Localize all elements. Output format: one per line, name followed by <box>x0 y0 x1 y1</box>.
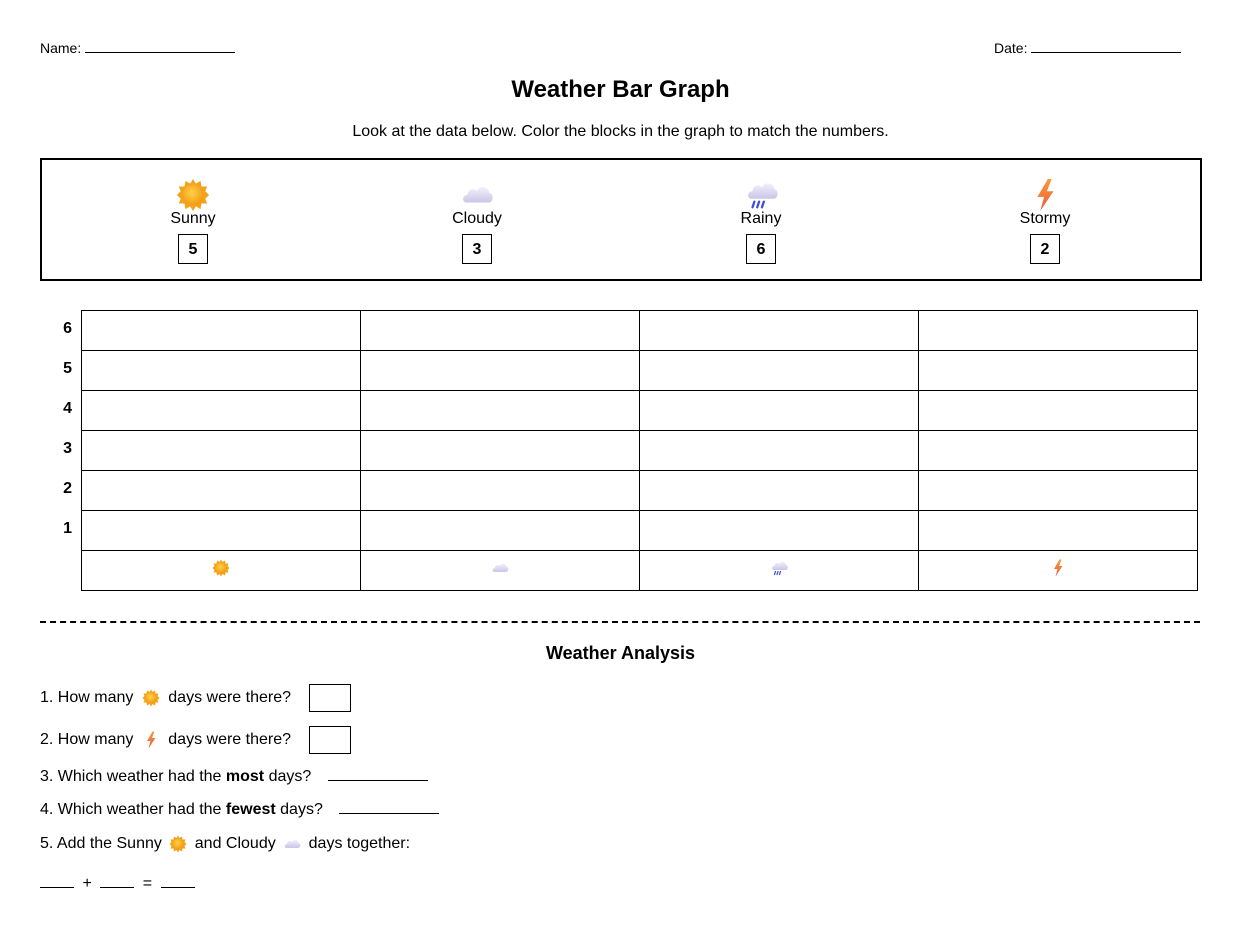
graph-cell[interactable] <box>919 391 1198 431</box>
data-value-sunny: 5 <box>178 234 208 264</box>
data-box <box>40 158 1202 281</box>
q4-answer-blank[interactable] <box>339 813 439 814</box>
q4-suffix: days? <box>280 801 323 818</box>
q2-suffix: days were there? <box>168 731 292 749</box>
data-item-rainy <box>681 178 841 264</box>
graph-cell[interactable] <box>361 391 640 431</box>
name-label: Name: <box>40 40 82 56</box>
graph-cell[interactable] <box>82 431 361 471</box>
cloud-icon <box>283 835 301 853</box>
data-label-rainy: Rainy <box>740 210 782 227</box>
graph-cell[interactable] <box>361 511 640 551</box>
sun-icon <box>175 178 211 212</box>
graph-row-4 <box>82 391 1198 431</box>
q5-suffix: days together: <box>308 835 411 853</box>
graph-row-2 <box>82 471 1198 511</box>
graph-cell[interactable] <box>640 351 919 391</box>
q2-prefix: 2. How many <box>40 731 134 749</box>
sun-icon <box>169 835 187 853</box>
graph-cell[interactable] <box>919 311 1198 351</box>
cloud-icon <box>459 178 495 212</box>
addend-2-blank[interactable] <box>100 887 134 888</box>
sum-blank[interactable] <box>161 887 195 888</box>
data-label-stormy: Stormy <box>1019 210 1071 227</box>
graph-cell[interactable] <box>919 471 1198 511</box>
bar-graph-grid <box>81 310 1198 591</box>
graph-icon-row <box>82 551 1198 591</box>
y-label-3: 3 <box>63 440 72 457</box>
name-field <box>40 40 235 56</box>
cloud-icon <box>491 559 509 577</box>
graph-cell[interactable] <box>82 471 361 511</box>
data-item-cloudy <box>397 178 557 264</box>
data-item-sunny <box>113 178 273 264</box>
graph-icon-cell <box>82 551 361 591</box>
question-3 <box>40 768 428 786</box>
date-label: Date: <box>994 40 1028 56</box>
graph-row-3 <box>82 431 1198 471</box>
plus-sign: + <box>82 875 92 892</box>
addition-equation <box>40 875 195 893</box>
q5-prefix: 5. Add the Sunny <box>40 835 162 853</box>
q3-suffix: days? <box>268 768 312 785</box>
graph-row-1 <box>82 511 1198 551</box>
name-blank[interactable] <box>85 51 235 53</box>
equals-sign: = <box>142 875 153 892</box>
graph-icon-cell <box>919 551 1198 591</box>
lightning-icon <box>1027 178 1063 212</box>
data-label-cloudy: Cloudy <box>452 210 502 227</box>
graph-cell[interactable] <box>361 431 640 471</box>
y-label-6: 6 <box>63 320 72 337</box>
rain-cloud-icon <box>770 559 788 577</box>
page-title: Weather Bar Graph <box>511 76 730 103</box>
graph-cell[interactable] <box>361 471 640 511</box>
graph-cell[interactable] <box>919 431 1198 471</box>
y-label-4: 4 <box>63 400 72 417</box>
y-label-1: 1 <box>63 520 72 537</box>
graph-cell[interactable] <box>361 351 640 391</box>
graph-cell[interactable] <box>919 351 1198 391</box>
analysis-title: Weather Analysis <box>545 643 696 663</box>
graph-cell[interactable] <box>361 311 640 351</box>
graph-cell[interactable] <box>82 351 361 391</box>
q4-prefix: 4. Which weather had the <box>40 801 222 818</box>
question-4 <box>40 801 439 819</box>
question-5 <box>40 835 410 853</box>
instructions: Look at the data below. Color the blocks in the graph to match the numbers. <box>352 123 889 140</box>
date-blank[interactable] <box>1031 51 1181 53</box>
data-value-rainy: 6 <box>746 234 776 264</box>
date-field <box>994 40 1181 56</box>
section-divider <box>40 621 1200 623</box>
y-label-5: 5 <box>63 360 72 377</box>
lightning-icon <box>142 731 160 749</box>
graph-icon-cell <box>640 551 919 591</box>
graph-cell[interactable] <box>640 431 919 471</box>
q3-bold: most <box>225 768 265 785</box>
lightning-icon <box>1049 559 1067 577</box>
graph-icon-cell <box>361 551 640 591</box>
graph-cell[interactable] <box>640 311 919 351</box>
graph-cell[interactable] <box>640 391 919 431</box>
q3-prefix: 3. Which weather had the <box>40 768 222 785</box>
q2-answer-box[interactable] <box>309 726 351 754</box>
graph-cell[interactable] <box>82 311 361 351</box>
graph-cell[interactable] <box>919 511 1198 551</box>
addend-1-blank[interactable] <box>40 887 74 888</box>
data-value-stormy: 2 <box>1030 234 1060 264</box>
sun-icon <box>212 559 230 577</box>
y-label-2: 2 <box>63 480 72 497</box>
graph-cell[interactable] <box>82 511 361 551</box>
graph-row-6 <box>82 311 1198 351</box>
question-1 <box>40 684 351 712</box>
graph-cell[interactable] <box>640 471 919 511</box>
q4-bold: fewest <box>225 801 276 818</box>
data-value-cloudy: 3 <box>462 234 492 264</box>
q1-prefix: 1. How many <box>40 689 134 707</box>
question-2 <box>40 726 351 754</box>
rain-cloud-icon <box>743 178 779 212</box>
q1-suffix: days were there? <box>168 689 292 707</box>
data-label-sunny: Sunny <box>170 210 216 227</box>
sun-icon <box>142 689 160 707</box>
q3-answer-blank[interactable] <box>328 780 428 781</box>
graph-cell[interactable] <box>640 511 919 551</box>
graph-cell[interactable] <box>82 391 361 431</box>
q1-answer-box[interactable] <box>309 684 351 712</box>
data-item-stormy <box>965 178 1125 264</box>
q5-mid: and Cloudy <box>194 835 276 853</box>
graph-row-5 <box>82 351 1198 391</box>
